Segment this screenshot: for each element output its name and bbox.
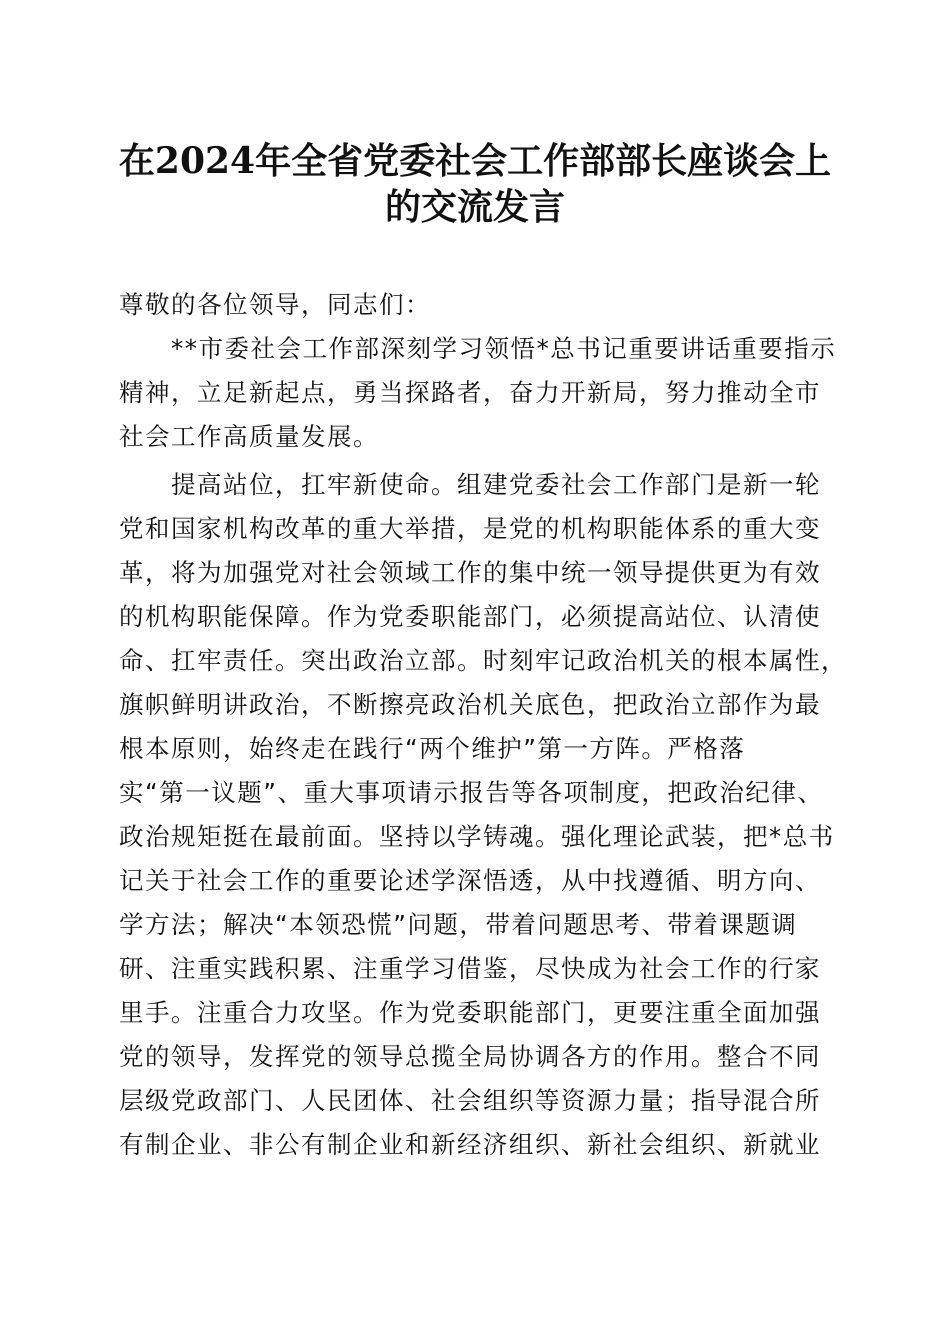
title-line-2: 的交流发言 xyxy=(384,186,565,228)
paragraph-2-line: 层级党政部门、人民团体、社会组织等资源力量；指导混合所 xyxy=(119,1086,821,1115)
paragraph-2-line: 根本原则，始终走在践行“两个维护”第一方阵。严格落 xyxy=(119,734,746,763)
document-title xyxy=(100,138,850,230)
title-line-1: 在2024年全省党委社会工作部部长座谈会上 xyxy=(118,140,832,182)
paragraph-2-line: 党和国家机构改革的重大举措，是党的机构职能体系的重大变 xyxy=(119,514,821,543)
paragraph-2-line: 党的领导，发挥党的领导总揽全局协调各方的作用。整合不同 xyxy=(119,1042,821,1071)
salutation: 尊敬的各位领导，同志们： xyxy=(119,290,431,319)
paragraph-2-line: 里手。注重合力攻坚。作为党委职能部门，更要注重全面加强 xyxy=(119,998,821,1027)
document-body xyxy=(119,283,847,1167)
paragraph-1-line: **市委社会工作部深刻学习领悟*总书记重要讲话重要指示 xyxy=(171,334,837,363)
paragraph-2-line: 政治规矩挺在最前面。坚持以学铸魂。强化理论武装，把*总书 xyxy=(119,822,835,851)
paragraph-2-line: 实“第一议题”、重大事项请示报告等各项制度，把政治纪律、 xyxy=(119,778,824,807)
paragraph-1-line: 精神，立足新起点，勇当探路者，奋力开新局，努力推动全市 xyxy=(119,378,821,407)
paragraph-2-line: 的机构职能保障。作为党委职能部门，必须提高站位、认清使 xyxy=(119,602,821,631)
paragraph-2-line: 提高站位，扛牢新使命。组建党委社会工作部门是新一轮 xyxy=(171,470,821,499)
paragraph-2-line: 旗帜鲜明讲政治，不断擦亮政治机关底色，把政治立部作为最 xyxy=(119,690,821,719)
paragraph-2-line: 命、扛牢责任。突出政治立部。时刻牢记政治机关的根本属性， xyxy=(119,646,847,675)
paragraph-2-line: 有制企业、非公有制企业和新经济组织、新社会组织、新就业 xyxy=(119,1130,821,1159)
paragraph-2-line: 记关于社会工作的重要论述学深悟透，从中找遵循、明方向、 xyxy=(119,866,821,895)
paragraph-2-line: 革，将为加强党对社会领域工作的集中统一领导提供更为有效 xyxy=(119,558,821,587)
paragraph-2-line: 学方法；解决“本领恐慌”问题，带着问题思考、带着课题调 xyxy=(119,910,798,939)
paragraph-1-line: 社会工作高质量发展。 xyxy=(119,422,379,451)
paragraph-2-line: 研、注重实践积累、注重学习借鉴，尽快成为社会工作的行家 xyxy=(119,954,821,983)
